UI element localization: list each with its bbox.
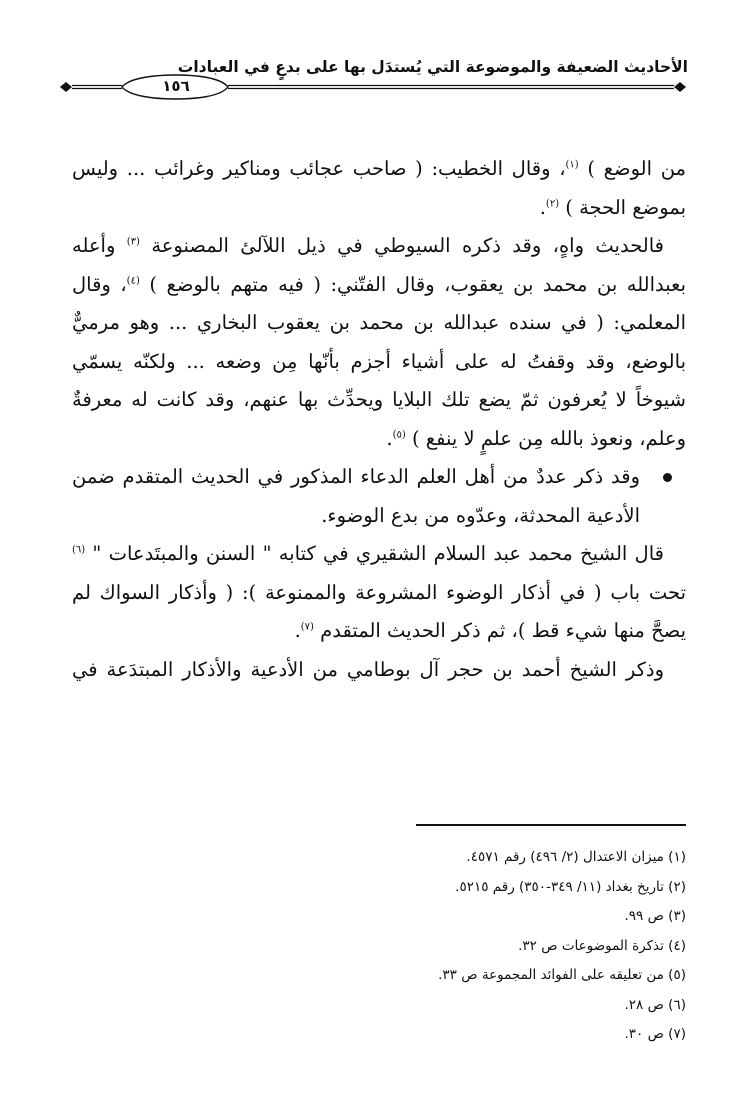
text-run: قال الشيخ محمد عبد السلام الشقيري في كتابه " السنن والمبتَدعات " xyxy=(85,542,664,565)
footnote-3: (٣) ص ٩٩. xyxy=(624,908,686,924)
text-run: . xyxy=(539,195,546,219)
paragraph-5 xyxy=(72,651,686,690)
footnote-ref-7[interactable]: (٧) xyxy=(300,621,314,633)
footnote-separator xyxy=(416,824,686,826)
footnote-ref-5[interactable]: (٥) xyxy=(392,429,406,440)
text-run: من الوضع ) xyxy=(578,157,686,180)
text-run: وأعله بعبدالله بن محمد بن يعقوب، وقال الفتّني: ( فيه متهم بالوضع ) xyxy=(72,234,686,296)
footnote-6: (٦) ص ٢٨. xyxy=(624,996,686,1013)
footnote-ref-2[interactable]: (٢) xyxy=(545,198,560,209)
footnote-5: (٥) من تعليقه على الفوائد المجموعة ص ٣٣. xyxy=(438,967,686,983)
text-run: . xyxy=(294,619,301,642)
bullet-icon xyxy=(663,473,672,482)
text-run: وقد ذكر عددٌ من أهل العلم الدعاء المذكور في الحديث المتقدم ضمن الأدعية المحدثة، وعدّوه من بدع الوضوء. xyxy=(72,465,640,527)
footnote-ref-3[interactable]: (٣) xyxy=(126,236,140,248)
paragraph-4 xyxy=(72,535,686,651)
text-run: وذكر الشيخ أحمد بن حجر آل بوطامي من الأدعية والأذكار المبتدَعة في xyxy=(72,657,664,681)
paragraph-2 xyxy=(72,227,686,458)
main-body-text xyxy=(72,150,686,689)
text-run: . xyxy=(386,426,393,450)
footnote-2: (٢) تاريخ بغداد (١١/ ٣٤٩-٣٥٠) رقم ٥٢١٥. xyxy=(455,878,686,895)
paragraph-1 xyxy=(72,150,686,227)
footnote-7: (٧) ص ٣٠. xyxy=(624,1026,686,1042)
footnotes-list xyxy=(286,843,686,1050)
page-number: ١٥٦ xyxy=(162,77,190,95)
text-run: ، وقال المعلمي: ( في سنده عبدالله بن محمد بن يعقوب البخاري ... وهو مرميٌّ بالوضع، وقد وقفتُ له على أشياء أجزم بأنّها مِن وضعه ... ولكنّه يسمّي شيوخاً لا يُعرفون ثمّ يضع تلك البلايا ويحدِّث بها عنهم، وقد كانت له معرفةٌ وعلم، ونعوذ بالله مِن علمٍ لا ينفع ) xyxy=(72,272,686,450)
footnote-ref-4[interactable]: (٤) xyxy=(126,275,140,286)
footnote-4: (٤) تذكرة الموضوعات ص ٣٢. xyxy=(518,937,686,954)
text-run: فالحديث واهٍ، وقد ذكره السيوطي في ذيل اللآلئ المصنوعة xyxy=(139,234,664,257)
footnote-1: (١) ميزان الاعتدال (٢/ ٤٩٦) رقم ٤٥٧١. xyxy=(466,849,686,865)
footnote-ref-1[interactable]: (١) xyxy=(565,159,579,171)
bullet-paragraph xyxy=(72,458,686,535)
footnote-ref-6[interactable]: (٦) xyxy=(72,544,86,556)
header-title: الأحاديث الضعيفة والموضوعة التي يُستدَل بها على بدعٍ في العبادات xyxy=(177,58,688,76)
text-run: ، وقال الخطيب: ( صاحب عجائب ومناكير وغرائب ... وليس بموضع الحجة ) xyxy=(72,157,686,219)
text-run: تحت باب ( في أذكار الوضوء المشروعة والممنوعة ): ( وأذكار السواك لم يصحَّ منها شيء قط )، ثم ذكر الحديث المتقدم xyxy=(72,580,686,642)
running-header xyxy=(58,58,688,100)
